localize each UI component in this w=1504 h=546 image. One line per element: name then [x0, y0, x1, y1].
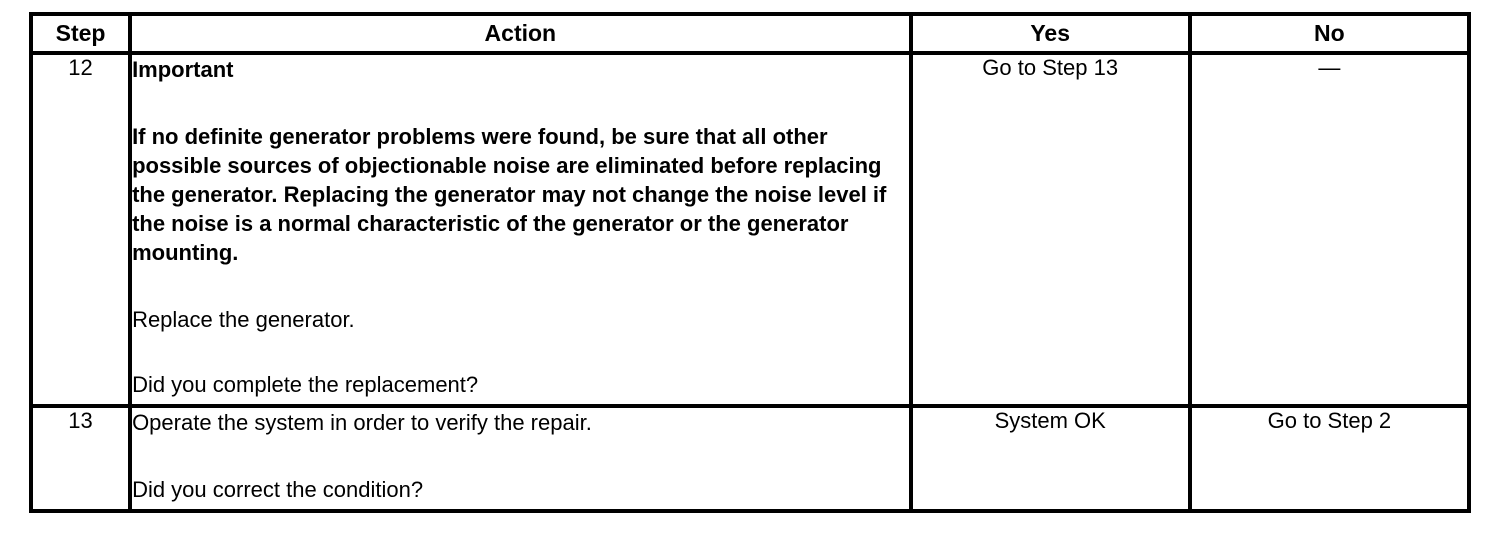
important-label: Important — [132, 57, 234, 82]
action-instruction: Operate the system in order to verify the repair. — [132, 410, 592, 435]
yes-result: System OK — [911, 406, 1190, 511]
no-result: Go to Step 2 — [1190, 406, 1469, 511]
header-action: Action — [130, 14, 911, 53]
no-result: — — [1190, 53, 1469, 406]
action-cell — [130, 53, 911, 406]
important-text: If no definite generator problems were found, be sure that all other possible sources of objectionable noise are eliminated before replacing the generator. Replacing the generator may not change the noise level if the noise is a normal characteristic of the generator or the generator mounting. — [132, 124, 887, 265]
action-instruction: Replace the generator. — [132, 307, 355, 332]
table-row — [31, 53, 1469, 406]
diagnostic-table — [29, 12, 1471, 513]
step-number: 13 — [31, 406, 130, 511]
yes-result: Go to Step 13 — [911, 53, 1190, 406]
action-question: Did you correct the condition? — [132, 477, 424, 502]
action-question: Did you complete the replacement? — [132, 372, 479, 397]
table-row — [31, 406, 1469, 511]
header-yes: Yes — [911, 14, 1190, 53]
action-cell — [130, 406, 911, 511]
header-no: No — [1190, 14, 1469, 53]
diagnostic-table-container — [29, 12, 1471, 513]
header-step: Step — [31, 14, 130, 53]
header-row — [31, 14, 1469, 53]
step-number: 12 — [31, 53, 130, 406]
